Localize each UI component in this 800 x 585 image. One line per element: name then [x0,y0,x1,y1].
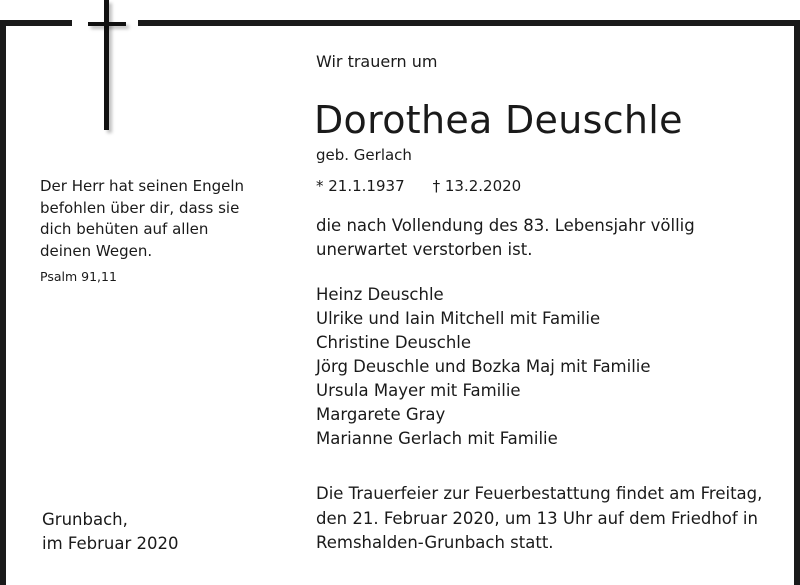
cross-horizontal-bar [88,22,126,26]
funeral-line-3: Remshalden-Grunbach statt. [316,533,554,552]
life-dates [316,177,521,195]
place: Grunbach, [42,510,128,529]
cross-vertical-bar [104,0,109,130]
cross-icon [84,0,134,140]
mourner-item: Heinz Deuschle [316,285,444,304]
mourner-item: Margarete Gray [316,405,446,424]
frame-right-border [794,20,800,585]
funeral-line-1: Die Trauerfeier zur Feuerbestattung findet am Freitag, [316,484,763,503]
birth-date: * 21.1.1937 [316,177,405,195]
place-date [42,508,179,556]
notice-line-2: unerwartet verstorben ist. [316,240,533,259]
verse-line-3: dich behüten auf allen [40,220,209,238]
funeral-line-2: den 21. Februar 2020, um 13 Uhr auf dem Friedhof in [316,508,758,528]
death-date: † 13.2.2020 [432,177,522,195]
bible-verse [40,176,244,262]
mourner-item: Christine Deuschle [316,333,472,352]
notice-text [316,214,695,262]
intro-text: Wir trauern um [316,52,438,71]
mourner-item: Marianne Gerlach mit Familie [316,429,558,448]
funeral-info [316,482,762,556]
mourner-item: Ursula Mayer mit Familie [316,381,521,400]
mourner-item: Ulrike und Iain Mitchell mit Familie [316,309,601,328]
deceased-name: Dorothea Deuschle [314,98,683,142]
date: im Februar 2020 [42,534,179,553]
birth-name: geb. Gerlach [316,146,412,164]
mourner-item: Jörg Deuschle und Bozka Maj mit Familie [316,357,651,376]
frame-left-border [0,20,6,585]
verse-line-4: deinen Wegen. [40,241,153,260]
notice-line-1: die nach Vollendung des 83. Lebensjahr völlig [316,216,695,235]
verse-reference: Psalm 91,11 [40,269,117,284]
mourners-list [316,283,651,451]
verse-line-2: befohlen über dir, dass sie [40,198,240,217]
verse-line-1: Der Herr hat seinen Engeln [40,177,245,195]
